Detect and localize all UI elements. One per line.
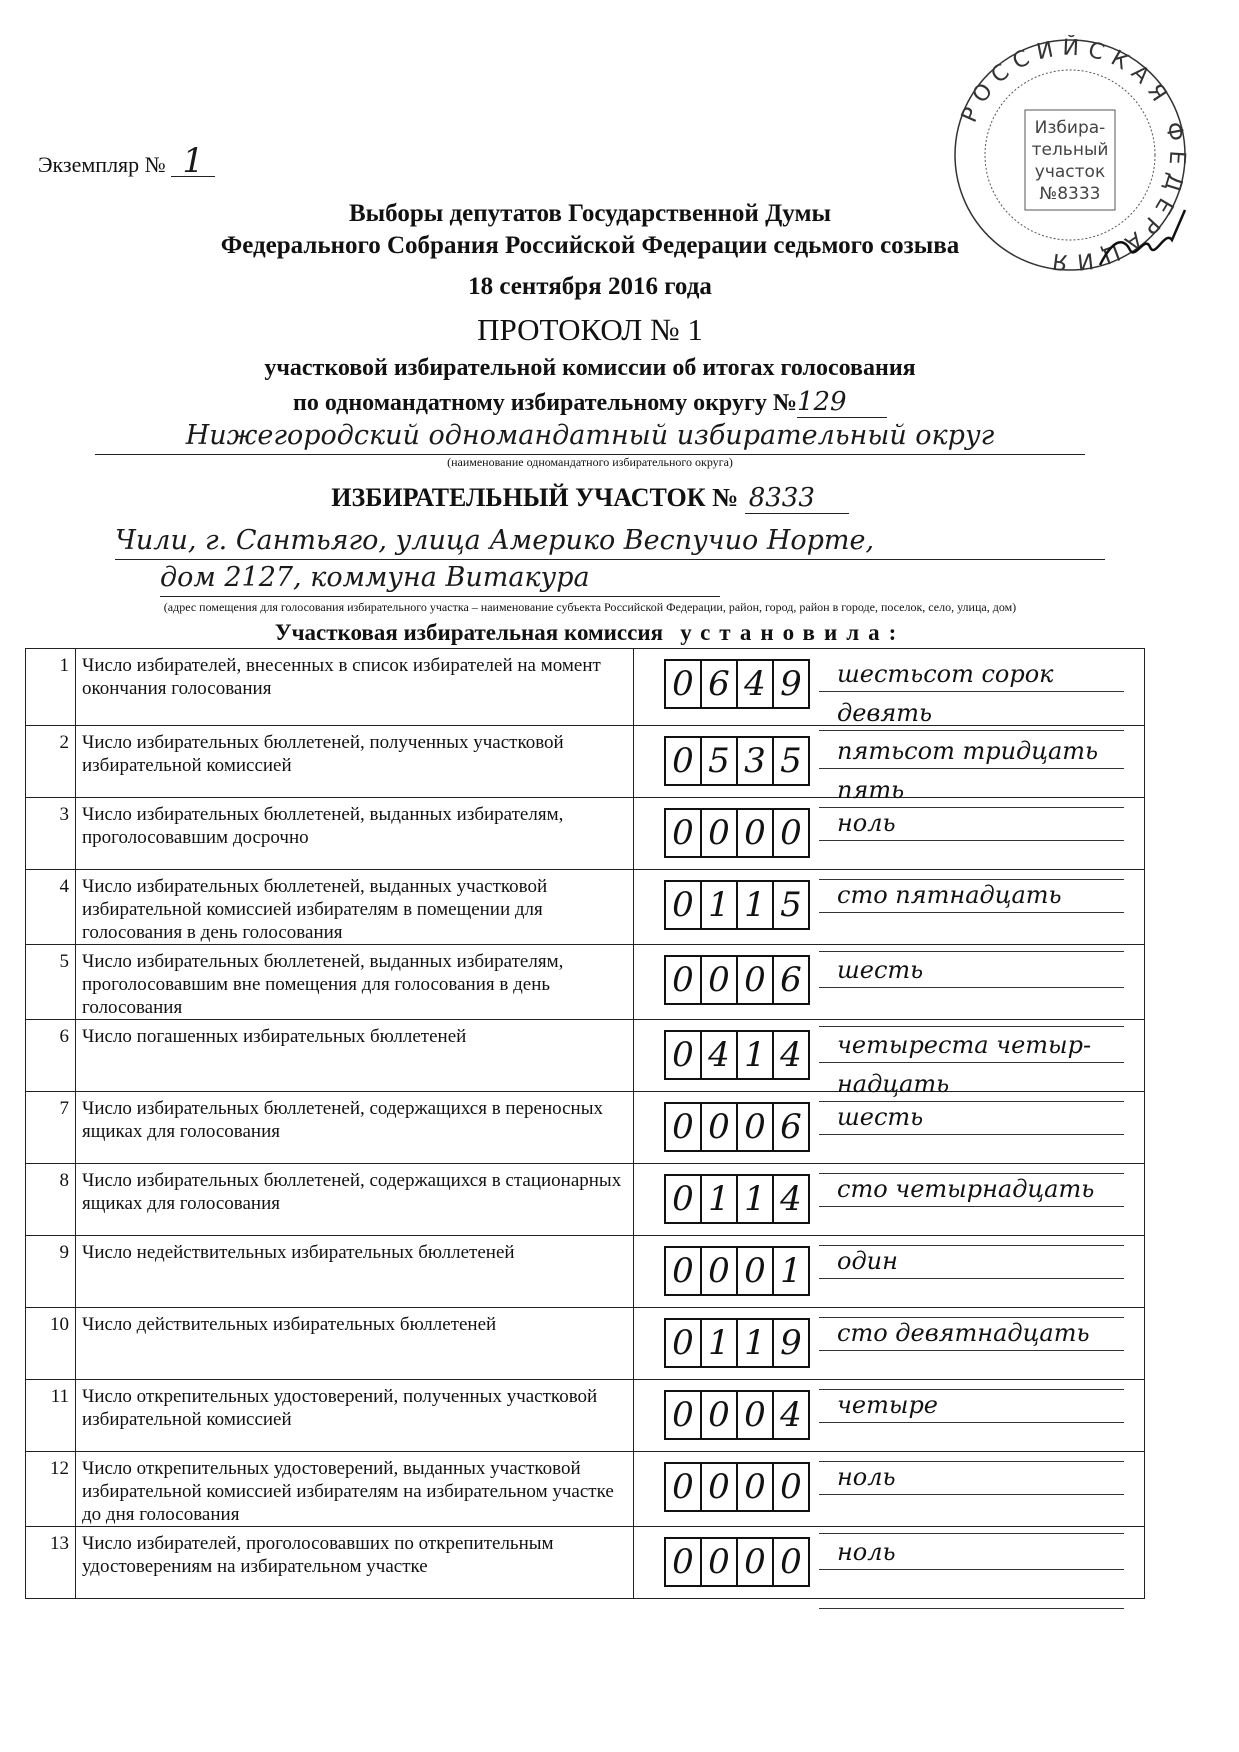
protocol-subtitle-2: [0, 387, 1180, 418]
row-description: Число избирательных бюллетеней, содержащихся в стационарных ящиках для голосования: [76, 1164, 634, 1236]
district-label: по одномандатному избирательному округу №: [293, 390, 797, 416]
digit-box: 0: [702, 810, 738, 856]
value-in-words: [819, 953, 1124, 1027]
value-in-words: [819, 1535, 1124, 1609]
table-row: [26, 798, 1145, 870]
value-words-line: ноль: [819, 806, 1124, 841]
protocol-title: ПРОТОКОЛ № 1: [477, 312, 703, 347]
value-words-line: надцать: [819, 1067, 1124, 1102]
stamp-ring-text: РОССИЙСКАЯ ФЕДЕРАЦИЯ: [957, 35, 1190, 275]
district-number: 129: [797, 387, 887, 418]
row-value-cell: [634, 649, 1145, 726]
digit-box: 1: [738, 1320, 774, 1366]
value-words-line: шестьсот сорок: [819, 657, 1124, 692]
digit-box: 0: [702, 957, 738, 1003]
address-line-1: Чили, г. Сантьяго, улица Америко Веспучио Норте,: [115, 523, 1105, 560]
value-words-line: шесть: [819, 953, 1124, 988]
stamp-inner-line: участок: [1034, 162, 1106, 182]
value-words-line: пятьсот тридцать: [819, 734, 1124, 769]
address-line-2: дом 2127, коммуна Витакура: [160, 560, 720, 597]
copy-label: Экземпляр №: [38, 152, 166, 177]
stamp-inner-line: №8333: [1039, 184, 1101, 204]
election-title-line-1: Выборы депутатов Государственной Думы: [348, 200, 831, 227]
commission-label: Участковая избирательная комиссия: [274, 620, 664, 645]
digit-boxes: [664, 736, 810, 786]
value-words-line: ноль: [819, 1535, 1124, 1570]
digit-box: 9: [780, 664, 802, 704]
digit-boxes: [664, 1318, 810, 1368]
digit-box: 0: [738, 810, 774, 856]
table-row: [26, 1380, 1145, 1452]
value-words-line: девять: [819, 696, 1124, 731]
value-words-line: сто пятнадцать: [819, 878, 1124, 913]
digit-box: 0: [780, 1542, 802, 1582]
digit-box: 0: [666, 1176, 702, 1222]
table-row: [26, 1308, 1145, 1380]
table-row: [26, 870, 1145, 945]
row-description: Число открепительных удостоверений, выданных участковой избирательной комиссией избирателям на избирательном участке до дня голосования: [76, 1452, 634, 1527]
value-words-line: [819, 1574, 1124, 1609]
digit-box: 0: [666, 1104, 702, 1150]
digit-boxes: [664, 955, 810, 1005]
row-value-cell: [634, 1527, 1145, 1599]
digit-box: 0: [702, 1539, 738, 1585]
row-number: 3: [26, 798, 76, 870]
digit-box: 3: [738, 738, 774, 784]
table-row: [26, 1236, 1145, 1308]
row-number: 11: [26, 1380, 76, 1452]
digit-box: 4: [780, 1035, 802, 1075]
digit-box: 1: [702, 1320, 738, 1366]
digit-boxes: [664, 808, 810, 858]
digit-box: 0: [666, 957, 702, 1003]
value-in-words: [819, 878, 1124, 952]
table-row: [26, 726, 1145, 798]
digit-boxes: [664, 1537, 810, 1587]
digit-box: 4: [702, 1032, 738, 1078]
digit-box: 0: [666, 661, 702, 707]
row-number: 6: [26, 1020, 76, 1092]
row-number: 10: [26, 1308, 76, 1380]
digit-box: 0: [738, 957, 774, 1003]
digit-boxes: [664, 1174, 810, 1224]
results-table-body: [26, 649, 1145, 1599]
precinct-number: 8333: [745, 483, 849, 514]
value-in-words: [819, 657, 1124, 731]
digit-boxes: [664, 1246, 810, 1296]
value-words-line: сто девятнадцать: [819, 1316, 1124, 1351]
election-title-line-2: Федерального Собрания Российской Федерации седьмого созыва: [220, 232, 960, 259]
digit-box: 0: [738, 1464, 774, 1510]
row-value-cell: [634, 1236, 1145, 1308]
row-number: 1: [26, 649, 76, 726]
digit-box: 6: [780, 1107, 802, 1147]
value-words-line: шесть: [819, 1100, 1124, 1135]
digit-box: 5: [780, 741, 802, 781]
digit-box: 0: [666, 738, 702, 784]
value-in-words: [819, 1460, 1124, 1534]
row-description: Число избирательных бюллетеней, полученных участковой избирательной комиссией: [76, 726, 634, 798]
digit-box: 5: [702, 738, 738, 784]
digit-boxes: [664, 1462, 810, 1512]
digit-boxes: [664, 880, 810, 930]
digit-box: 0: [780, 1467, 802, 1507]
table-row: [26, 1092, 1145, 1164]
table-row: [26, 1527, 1145, 1599]
digit-box: 1: [738, 1176, 774, 1222]
row-number: 2: [26, 726, 76, 798]
row-value-cell: [634, 1452, 1145, 1527]
digit-box: 0: [666, 882, 702, 928]
row-description: Число избирателей, внесенных в список избирателей на момент окончания голосования: [76, 649, 634, 726]
row-number: 12: [26, 1452, 76, 1527]
table-row: [26, 649, 1145, 726]
digit-boxes: [664, 1102, 810, 1152]
digit-box: 1: [702, 1176, 738, 1222]
digit-box: 0: [738, 1248, 774, 1294]
stamp-inner-line: тельный: [1031, 140, 1109, 160]
row-number: 4: [26, 870, 76, 945]
row-description: Число избирательных бюллетеней, выданных участковой избирательной комиссией избирателям в помещении для голосования в день голосования: [76, 870, 634, 945]
digit-box: 6: [780, 960, 802, 1000]
digit-box: 4: [780, 1179, 802, 1219]
row-value-cell: [634, 1164, 1145, 1236]
digit-box: 0: [702, 1104, 738, 1150]
protocol-subtitle-1: участковой избирательной комиссии об итогах голосования: [264, 355, 916, 381]
digit-box: 0: [702, 1248, 738, 1294]
commission-line: [0, 620, 1180, 646]
row-value-cell: [634, 1308, 1145, 1380]
district-name: Нижегородский одномандатный избирательный округ: [95, 418, 1085, 455]
copy-number: 1: [171, 146, 215, 177]
stamp-inner-line: Избира-: [1034, 118, 1106, 138]
address-caption: (адрес помещения для голосования избирательного участка – наименование субъекта Российской Федерации, район, город, район в городе, поселок, село, улица, дом): [163, 600, 1017, 614]
row-number: 5: [26, 945, 76, 1020]
digit-box: 9: [780, 1323, 802, 1363]
digit-boxes: [664, 659, 810, 709]
digit-box: 4: [780, 1395, 802, 1435]
digit-box: 0: [780, 813, 802, 853]
digit-box: 0: [738, 1539, 774, 1585]
row-value-cell: [634, 1380, 1145, 1452]
established-label: установила:: [680, 620, 906, 645]
row-description: Число недействительных избирательных бюллетеней: [76, 1236, 634, 1308]
row-description: Число действительных избирательных бюллетеней: [76, 1308, 634, 1380]
row-value-cell: [634, 1020, 1145, 1098]
row-description: Число избирательных бюллетеней, содержащихся в переносных ящиках для голосования: [76, 1092, 634, 1164]
row-value-cell: [634, 1092, 1145, 1164]
digit-box: 1: [738, 882, 774, 928]
row-description: Число избирательных бюллетеней, выданных избирателям, проголосовавшим вне помещения для голосования в день голосования: [76, 945, 634, 1020]
digit-box: 0: [666, 1392, 702, 1438]
row-value-cell: [634, 798, 1145, 870]
precinct-line: [0, 483, 1180, 514]
digit-box: 0: [738, 1104, 774, 1150]
election-date: 18 сентября 2016 года: [468, 273, 712, 300]
digit-box: 1: [738, 1032, 774, 1078]
value-words-line: ноль: [819, 1460, 1124, 1495]
row-number: 13: [26, 1527, 76, 1599]
value-words-line: сто четырнадцать: [819, 1172, 1124, 1207]
digit-box: 0: [666, 1248, 702, 1294]
precinct-label: ИЗБИРАТЕЛЬНЫЙ УЧАСТОК №: [331, 483, 739, 512]
row-description: Число открепительных удостоверений, полученных участковой избирательной комиссией: [76, 1380, 634, 1452]
value-words-line: пять: [819, 773, 1124, 808]
row-description: Число избирательных бюллетеней, выданных избирателям, проголосовавшим досрочно: [76, 798, 634, 870]
value-words-line: четыреста четыр-: [819, 1028, 1124, 1063]
table-row: [26, 1452, 1145, 1527]
row-value-cell: [634, 726, 1145, 804]
digit-box: 1: [780, 1251, 802, 1291]
district-caption: (наименование одномандатного избирательного округа): [447, 455, 733, 469]
value-words-line: четыре: [819, 1388, 1124, 1423]
digit-box: 0: [666, 1032, 702, 1078]
copy-number-line: [38, 141, 215, 181]
digit-box: 5: [780, 885, 802, 925]
row-description: Число погашенных избирательных бюллетеней: [76, 1020, 634, 1092]
digit-box: 0: [666, 810, 702, 856]
digit-box: 4: [738, 661, 774, 707]
digit-box: 6: [702, 661, 738, 707]
digit-box: 0: [666, 1539, 702, 1585]
digit-box: 0: [738, 1392, 774, 1438]
table-row: [26, 1020, 1145, 1092]
digit-box: 0: [702, 1392, 738, 1438]
row-number: 7: [26, 1092, 76, 1164]
row-description: Число избирателей, проголосовавших по открепительным удостоверениям на избирательном участке: [76, 1527, 634, 1599]
table-row: [26, 1164, 1145, 1236]
digit-boxes: [664, 1030, 810, 1080]
value-words-line: один: [819, 1244, 1124, 1279]
digit-box: 1: [702, 882, 738, 928]
row-number: 8: [26, 1164, 76, 1236]
row-number: 9: [26, 1236, 76, 1308]
digit-boxes: [664, 1390, 810, 1440]
digit-box: 0: [666, 1464, 702, 1510]
row-value-cell: [634, 870, 1145, 945]
results-table: [25, 648, 1145, 1599]
table-row: [26, 945, 1145, 1020]
digit-box: 0: [666, 1320, 702, 1366]
row-value-cell: [634, 945, 1145, 1020]
digit-box: 0: [702, 1464, 738, 1510]
